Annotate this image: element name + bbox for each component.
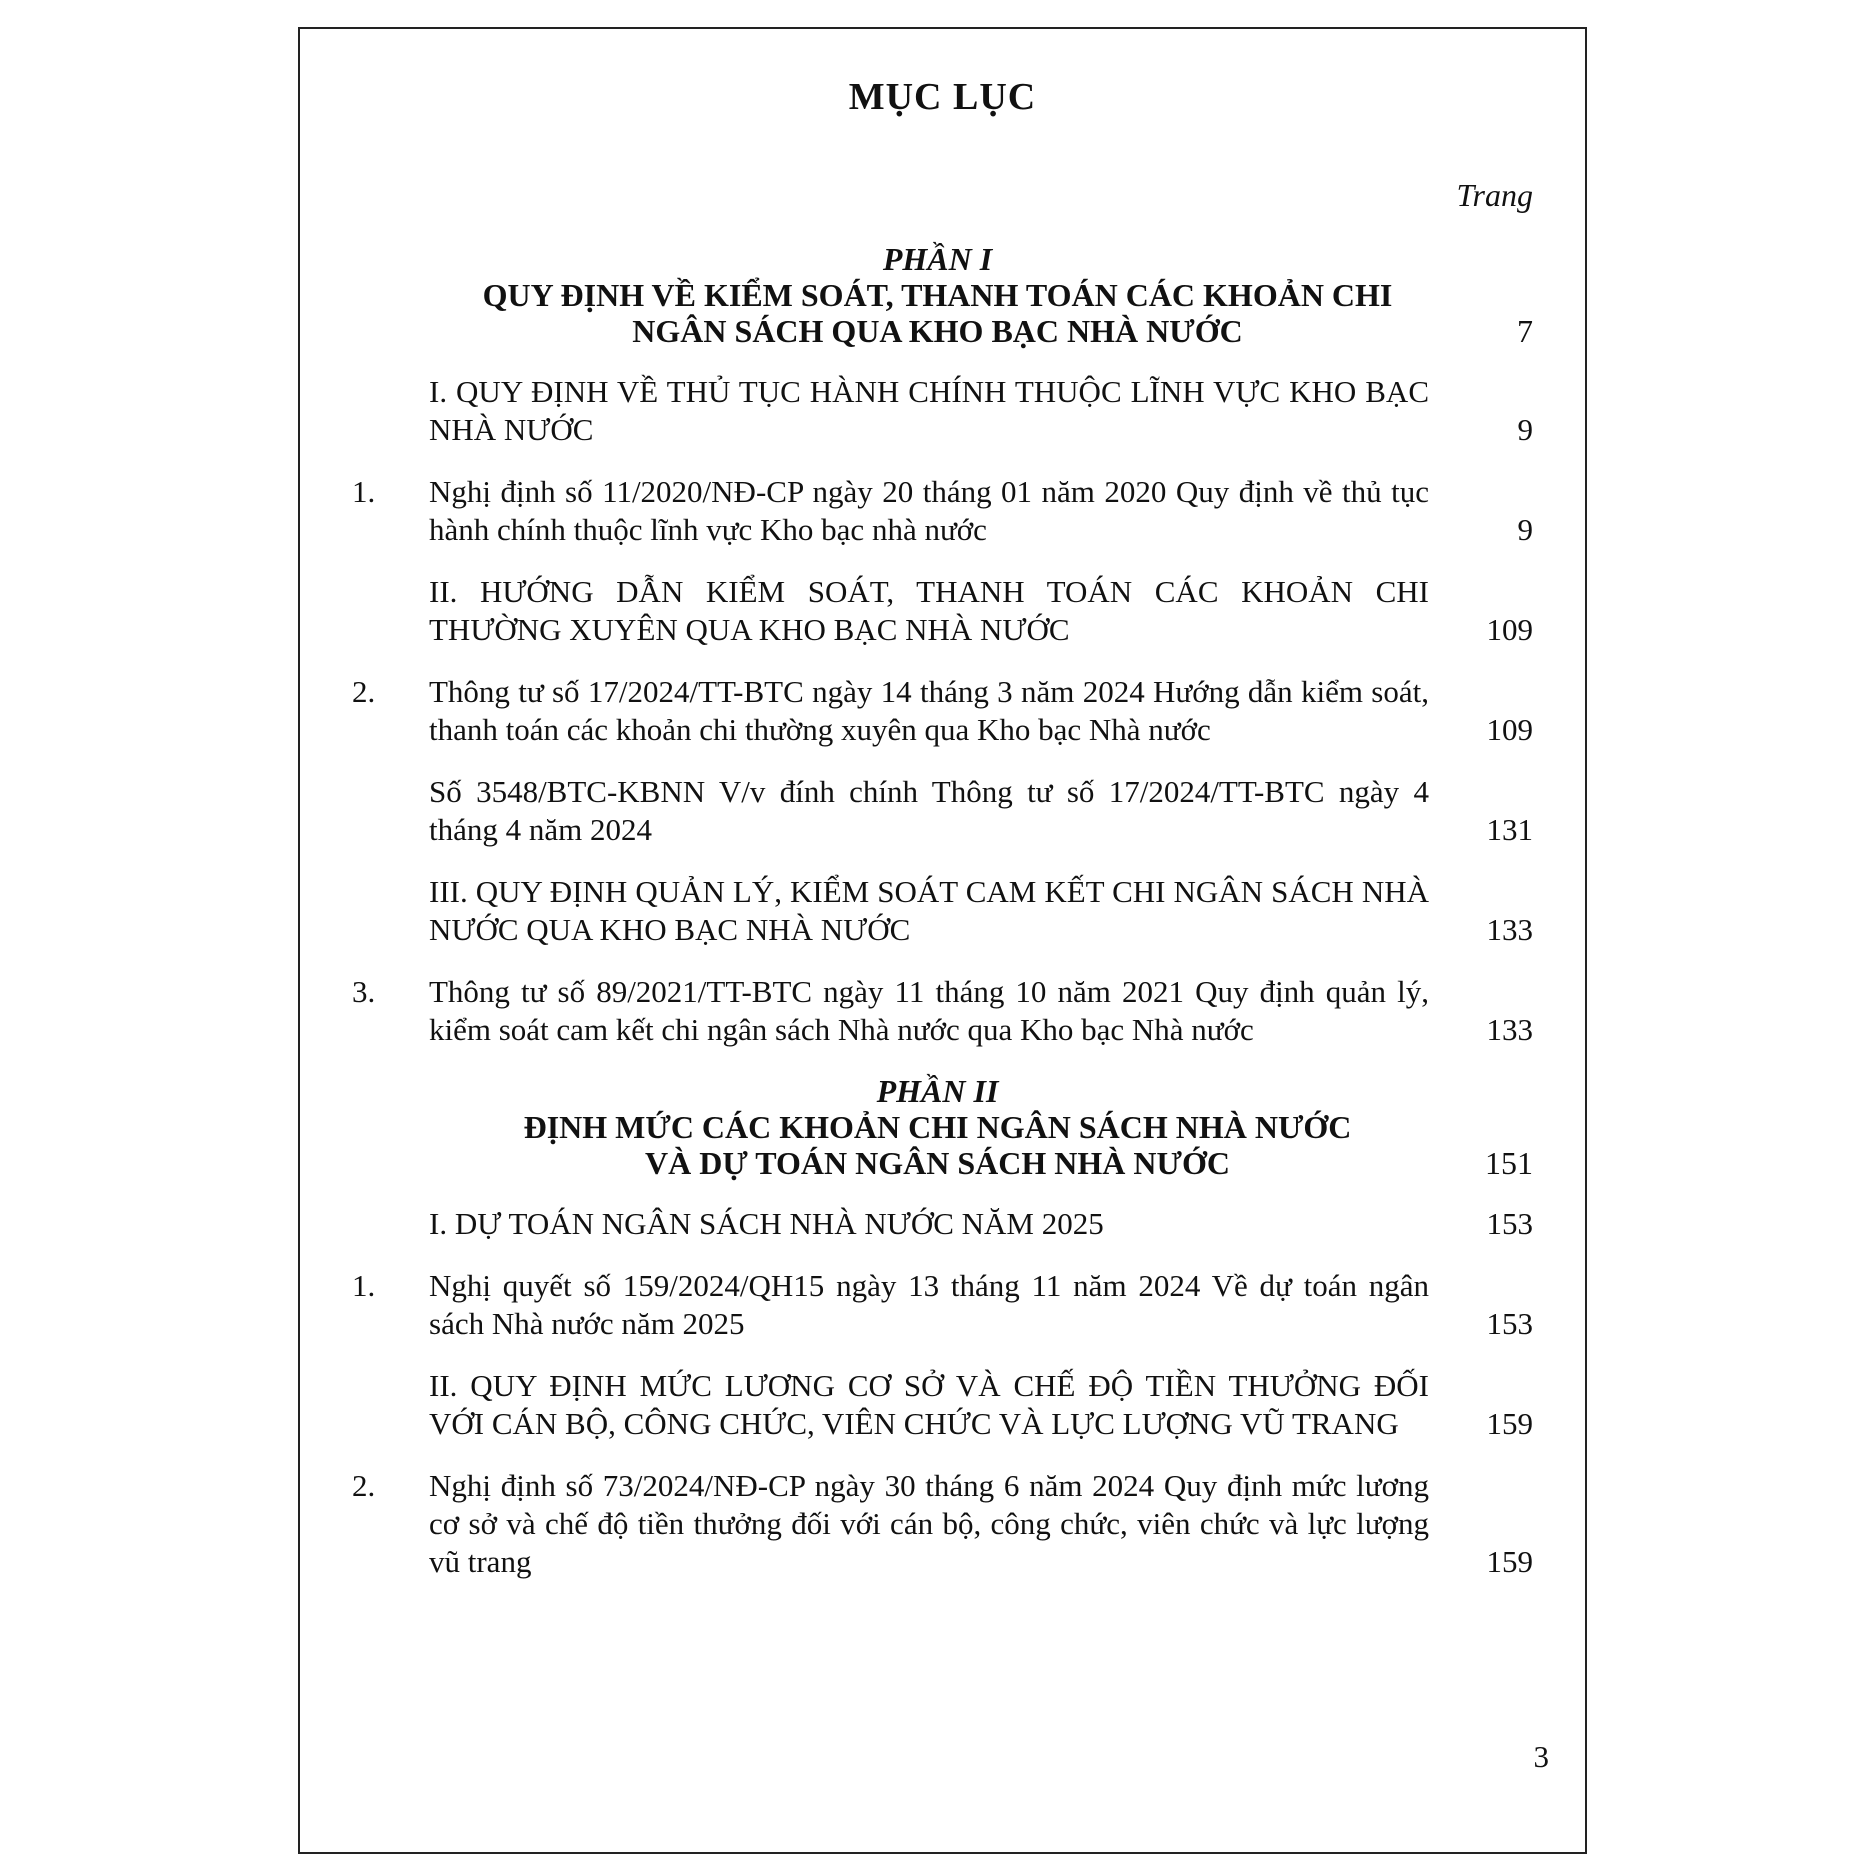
toc-entry bbox=[300, 473, 1585, 549]
entry-page: 131 bbox=[1486, 812, 1533, 847]
entry-text: I. DỰ TOÁN NGÂN SÁCH NHÀ NƯỚC NĂM 2025 bbox=[429, 1206, 1104, 1241]
entry-text: I. QUY ĐỊNH VỀ THỦ TỤC HÀNH CHÍNH THUỘC LĨNH VỰC KHO BẠC NHÀ NƯỚC bbox=[429, 374, 1429, 447]
entry-text: Nghị quyết số 159/2024/QH15 ngày 13 tháng 11 năm 2024 Về dự toán ngân sách Nhà nước năm 2025 bbox=[429, 1268, 1429, 1341]
table-of-contents bbox=[300, 241, 1585, 1581]
entry-number: 1. bbox=[352, 474, 376, 509]
entry-text: II. QUY ĐỊNH MỨC LƯƠNG CƠ SỞ VÀ CHẾ ĐỘ TIỀN THƯỞNG ĐỐI VỚI CÁN BỘ, CÔNG CHỨC, VIÊN CHỨC VÀ LỰC LƯỢNG VŨ TRANG bbox=[429, 1368, 1429, 1441]
part-page: 7 bbox=[1517, 313, 1533, 349]
entry-text: Số 3548/BTC-KBNN V/v đính chính Thông tư số 17/2024/TT-BTC ngày 4 tháng 4 năm 2024 bbox=[429, 774, 1429, 847]
toc-entry bbox=[300, 773, 1585, 849]
entry-number: 1. bbox=[352, 1268, 376, 1303]
entry-text: II. HƯỚNG DẪN KIỂM SOÁT, THANH TOÁN CÁC KHOẢN CHI THƯỜNG XUYÊN QUA KHO BẠC NHÀ NƯỚC bbox=[429, 574, 1429, 647]
part-title-line: QUY ĐỊNH VỀ KIỂM SOÁT, THANH TOÁN CÁC KHOẢN CHI bbox=[482, 277, 1393, 313]
toc-entry bbox=[300, 873, 1585, 949]
entry-page: 109 bbox=[1486, 712, 1533, 747]
document-page bbox=[298, 27, 1587, 1854]
entry-page: 159 bbox=[1486, 1544, 1533, 1579]
entry-page: 153 bbox=[1486, 1306, 1533, 1341]
entry-text: III. QUY ĐỊNH QUẢN LÝ, KIỂM SOÁT CAM KẾT CHI NGÂN SÁCH NHÀ NƯỚC QUA KHO BẠC NHÀ NƯỚC bbox=[429, 874, 1429, 947]
entry-page: 9 bbox=[1517, 512, 1533, 547]
entry-number: 2. bbox=[352, 1468, 376, 1503]
part-heading bbox=[300, 241, 1585, 349]
page-title: MỤC LỤC bbox=[848, 76, 1037, 118]
entry-text: Thông tư số 17/2024/TT-BTC ngày 14 tháng 3 năm 2024 Hướng dẫn kiểm soát, thanh toán các khoản chi thường xuyên qua Kho bạc Nhà nước bbox=[429, 674, 1429, 747]
toc-entry bbox=[300, 673, 1585, 749]
page-number: 3 bbox=[1533, 1739, 1549, 1774]
part-title-line: ĐỊNH MỨC CÁC KHOẢN CHI NGÂN SÁCH NHÀ NƯỚC bbox=[523, 1109, 1352, 1145]
part-title-line: NGÂN SÁCH QUA KHO BẠC NHÀ NƯỚC bbox=[632, 313, 1243, 349]
toc-entry bbox=[300, 1267, 1585, 1343]
toc-entry bbox=[300, 1205, 1585, 1243]
page-column-label: Trang bbox=[1456, 177, 1533, 213]
entry-text: Thông tư số 89/2021/TT-BTC ngày 11 tháng 10 năm 2021 Quy định quản lý, kiểm soát cam kết chi ngân sách Nhà nước qua Kho bạc Nhà nước bbox=[429, 974, 1429, 1047]
part-title-line: VÀ DỰ TOÁN NGÂN SÁCH NHÀ NƯỚC bbox=[645, 1145, 1230, 1181]
entry-number: 2. bbox=[352, 674, 376, 709]
toc-entry bbox=[300, 973, 1585, 1049]
entry-page: 9 bbox=[1517, 412, 1533, 447]
toc-entry bbox=[300, 573, 1585, 649]
entry-text: Nghị định số 73/2024/NĐ-CP ngày 30 tháng 6 năm 2024 Quy định mức lương cơ sở và chế độ tiền thưởng đối với cán bộ, công chức, viên chức và lực lượng vũ trang bbox=[429, 1468, 1429, 1579]
part-label: PHẦN I bbox=[882, 241, 993, 277]
entry-page: 159 bbox=[1486, 1406, 1533, 1441]
part-heading bbox=[300, 1073, 1585, 1181]
entry-text: Nghị định số 11/2020/NĐ-CP ngày 20 tháng 01 năm 2020 Quy định về thủ tục hành chính thuộc lĩnh vực Kho bạc nhà nước bbox=[429, 474, 1429, 547]
toc-entry bbox=[300, 1367, 1585, 1443]
part-page: 151 bbox=[1485, 1145, 1533, 1181]
part-label: PHẦN II bbox=[876, 1073, 999, 1109]
entry-page: 153 bbox=[1486, 1206, 1533, 1241]
toc-entry bbox=[300, 1467, 1585, 1581]
entry-number: 3. bbox=[352, 974, 376, 1009]
entry-page: 133 bbox=[1486, 912, 1533, 947]
entry-page: 133 bbox=[1486, 1012, 1533, 1047]
entry-page: 109 bbox=[1486, 612, 1533, 647]
toc-entry bbox=[300, 373, 1585, 449]
